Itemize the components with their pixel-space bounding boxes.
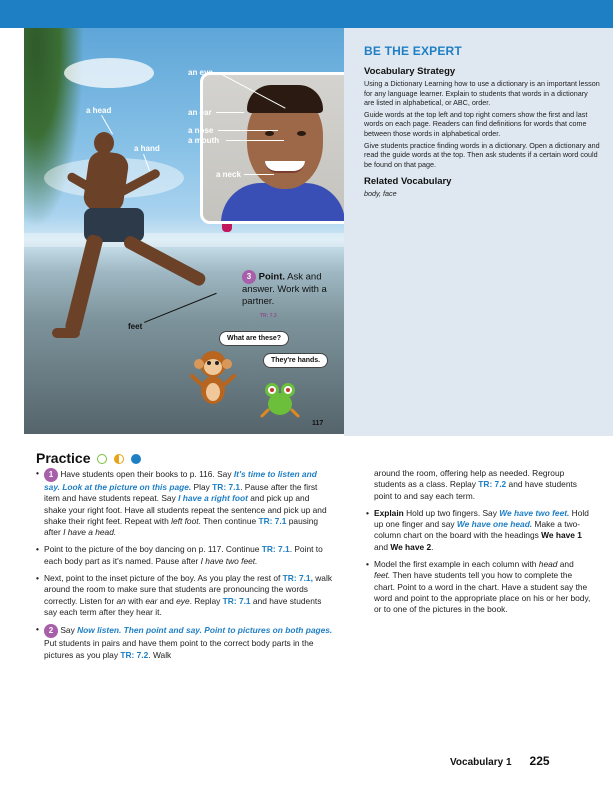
italic-text: eye	[176, 595, 190, 606]
italic-text: I have two feet.	[200, 555, 258, 566]
boy-leg-standing	[64, 234, 104, 335]
step-number-2: 2	[44, 624, 58, 638]
italic-text: ear	[145, 595, 158, 606]
text: Play	[191, 482, 213, 492]
say-text: We have one head.	[456, 519, 533, 530]
bold-text: We have 2	[390, 541, 432, 552]
text: Say	[58, 625, 78, 636]
text: Put students in pairs and have them point to the correct body parts in the pictures as you play	[44, 638, 314, 660]
monkey-mascot-icon	[190, 348, 236, 410]
label-neck: a neck	[216, 170, 241, 179]
boy-smile	[265, 161, 305, 173]
say-text: We have two feet.	[499, 507, 570, 518]
text: and pick up and shake your right foot. Have all students repeat the sentence and pick up and shake their right feet. Repeat with	[44, 493, 327, 526]
related-vocabulary-words: body, face	[364, 189, 397, 199]
italic-text: feet.	[374, 570, 391, 581]
say-text: It's time to listen and say. Look at the picture on this page.	[44, 469, 317, 492]
practice-left-column	[36, 468, 334, 667]
point-label: Point.	[258, 271, 286, 283]
text: . Walk	[148, 649, 172, 660]
boy-shirt	[221, 183, 344, 224]
palm-foliage	[24, 28, 84, 228]
bold-text: Explain	[374, 507, 404, 518]
strategy-paragraph: Guide words at the top left and top right corners show the first and last words on each page. Readers can find definitions for words that come between those words in alphabetical order.	[364, 109, 588, 138]
expert-title: BE THE EXPERT	[364, 44, 462, 58]
text: and have students say each term after they hear it.	[44, 595, 322, 617]
practice-title: Practice	[36, 450, 91, 466]
text: walk around the room to make sure that students are pronouncing the words correctly. Listen for	[44, 573, 333, 606]
leader-line	[218, 130, 278, 131]
text: . Point to each body part as it's named. Pause after	[44, 544, 323, 566]
label-ear: an ear	[188, 108, 212, 117]
say-text: Now listen. Then point and say. Point to pictures on both pages.	[77, 625, 333, 636]
text: Hold up two fingers. Say	[403, 507, 500, 518]
track-reference: TR: 7.1	[222, 595, 251, 606]
text: around the room, offering help as needed. Regroup students as a class. Replay	[374, 468, 565, 490]
practice-bullet: • 1 Have students open their books to p. 116. Say It's time to listen and say. Look at the picture on this page. Play TR: 7.1. Pause after the first item and have students repeat. Say I have a right foot and pick up and shake your right foot. Have all students repeat the sentence and pick up and shake their right feet. Repeat with left foot. Then continue TR: 7.1 pausing after I have a head.	[36, 468, 327, 538]
point-activity	[242, 270, 338, 322]
track-reference: TR: 7.1	[212, 482, 241, 492]
track-reference: TR: 7.1	[258, 515, 287, 526]
text: .	[431, 541, 434, 552]
boy-eye	[265, 131, 274, 136]
label-head: a head	[86, 106, 112, 115]
label-hand: a hand	[134, 144, 160, 153]
student-page-number: 117	[312, 420, 324, 427]
label-mouth: a mouth	[188, 136, 220, 145]
student-page-photo	[24, 28, 344, 434]
text: Make a two-column chart on the board with the headings	[374, 519, 581, 541]
practice-right-column	[366, 468, 592, 622]
text: Model the first example in each column with	[374, 559, 539, 570]
strategy-paragraph: Using a Dictionary Learning how to use a dictionary is an important lesson for any language learner. Explain to students that words in a dictionary are listed in alphabetical, or ABC, order.	[364, 79, 600, 108]
strategy-heading: Vocabulary Strategy	[364, 66, 456, 77]
track-reference: TR: 7.2	[120, 649, 149, 660]
be-the-expert-section	[364, 44, 600, 198]
footer-page-number: 225	[529, 754, 550, 768]
leader-line	[216, 112, 244, 113]
speech-bubble-answer: They're hands.	[264, 354, 327, 367]
text: and have students point to and say each term.	[374, 479, 577, 501]
italic-text: head	[538, 559, 558, 570]
italic-text: left foot.	[171, 515, 201, 526]
text: Then continue	[200, 515, 259, 526]
practice-bullet: • 2 Say Now listen. Then point and say. Point to pictures on both pages. Put students in pairs and have them point to the correct body parts in the pictures as you play TR: 7.2. Walk	[36, 624, 333, 660]
speech-bubble-question: What are these?	[220, 332, 288, 345]
shoreline	[24, 233, 344, 247]
level-circle-half-icon	[114, 454, 124, 464]
track-reference: TR: 7.1,	[282, 573, 313, 584]
frog-mascot-icon	[260, 380, 300, 418]
practice-bullet: • Model the first example in each column with head and feet. Then have students tell you how to complete the chart. Point to a word in the chart. Have a student say the word and point to the appropriate place on his or her body, or to one of the pictures in the book.	[366, 559, 591, 615]
practice-bullet: • Point to the picture of the boy dancing on p. 117. Continue TR: 7.1. Point to each body part as it's named. Pause after I have two feet.	[36, 544, 323, 566]
practice-heading	[36, 450, 141, 466]
top-color-band	[0, 0, 613, 28]
text: Point to the picture of the boy dancing on p. 117. Continue	[44, 544, 262, 555]
bold-text: We have 1	[541, 530, 582, 541]
text: Then have students tell you how to complete the chart. Point to a word in the chart. Have a student say the word and point to the appropriate place on his or her body, or to one of the pictures in the book.	[374, 570, 591, 615]
say-text: I have a right foot	[178, 493, 248, 504]
strategy-paragraph: Give students practice finding words in a dictionary. Open a dictionary and read the guide words at the top. Then ask students if a certain word could be found on that page.	[364, 140, 600, 169]
text: pausing after	[44, 515, 319, 538]
text: . Pause after the first item and have students repeat. Say	[44, 482, 318, 504]
track-reference: TR: 7.3	[260, 313, 277, 319]
label-feet: feet	[128, 322, 143, 331]
boy-foot	[52, 328, 80, 338]
italic-text: I have a head.	[63, 527, 117, 538]
label-eye: an eye	[188, 68, 213, 77]
text: Next, point to the inset picture of the boy. As you play the rest of	[44, 573, 283, 584]
page-footer	[450, 754, 550, 768]
level-circle-empty-icon	[97, 454, 107, 464]
step-number-3: 3	[242, 270, 256, 284]
leader-line	[144, 293, 217, 323]
practice-continuation	[366, 468, 592, 502]
track-reference: TR: 7.2	[478, 479, 507, 490]
practice-bullet: • Explain Hold up two fingers. Say We have two feet. Hold up one finger and say We have one head. Make a two-column chart on the board with the headings We have 1 and We have 2.	[366, 507, 589, 552]
track-reference: TR: 7.1	[261, 544, 290, 555]
level-circle-full-icon	[131, 454, 141, 464]
leader-line	[226, 140, 284, 141]
boy-eye	[297, 131, 306, 136]
leader-line	[244, 174, 274, 175]
inset-boy-portrait	[200, 72, 344, 224]
footer-section: Vocabulary 1	[450, 757, 512, 768]
label-nose: a nose	[188, 126, 214, 135]
text: . Replay	[189, 595, 223, 606]
text: Have students open their books to p. 116. Say	[58, 469, 234, 480]
text: with	[125, 595, 146, 606]
text: and	[557, 559, 574, 570]
text: and	[374, 541, 391, 552]
text: and	[157, 595, 177, 606]
related-vocabulary-heading: Related Vocabulary	[364, 176, 452, 188]
cloud	[64, 58, 154, 88]
practice-bullet: • Next, point to the inset picture of the boy. As you play the rest of TR: 7.1, walk around the room to make sure that students are pronouncing the words correctly. Listen for an with ear and eye. Replay TR: 7.1 and have students say each term after they hear it.	[36, 573, 333, 617]
italic-text: an	[116, 595, 126, 606]
text: Hold up one finger and say	[374, 507, 589, 530]
point-instructions: Ask and answer. Work with a partner.	[242, 271, 327, 307]
step-number-1: 1	[44, 468, 58, 482]
